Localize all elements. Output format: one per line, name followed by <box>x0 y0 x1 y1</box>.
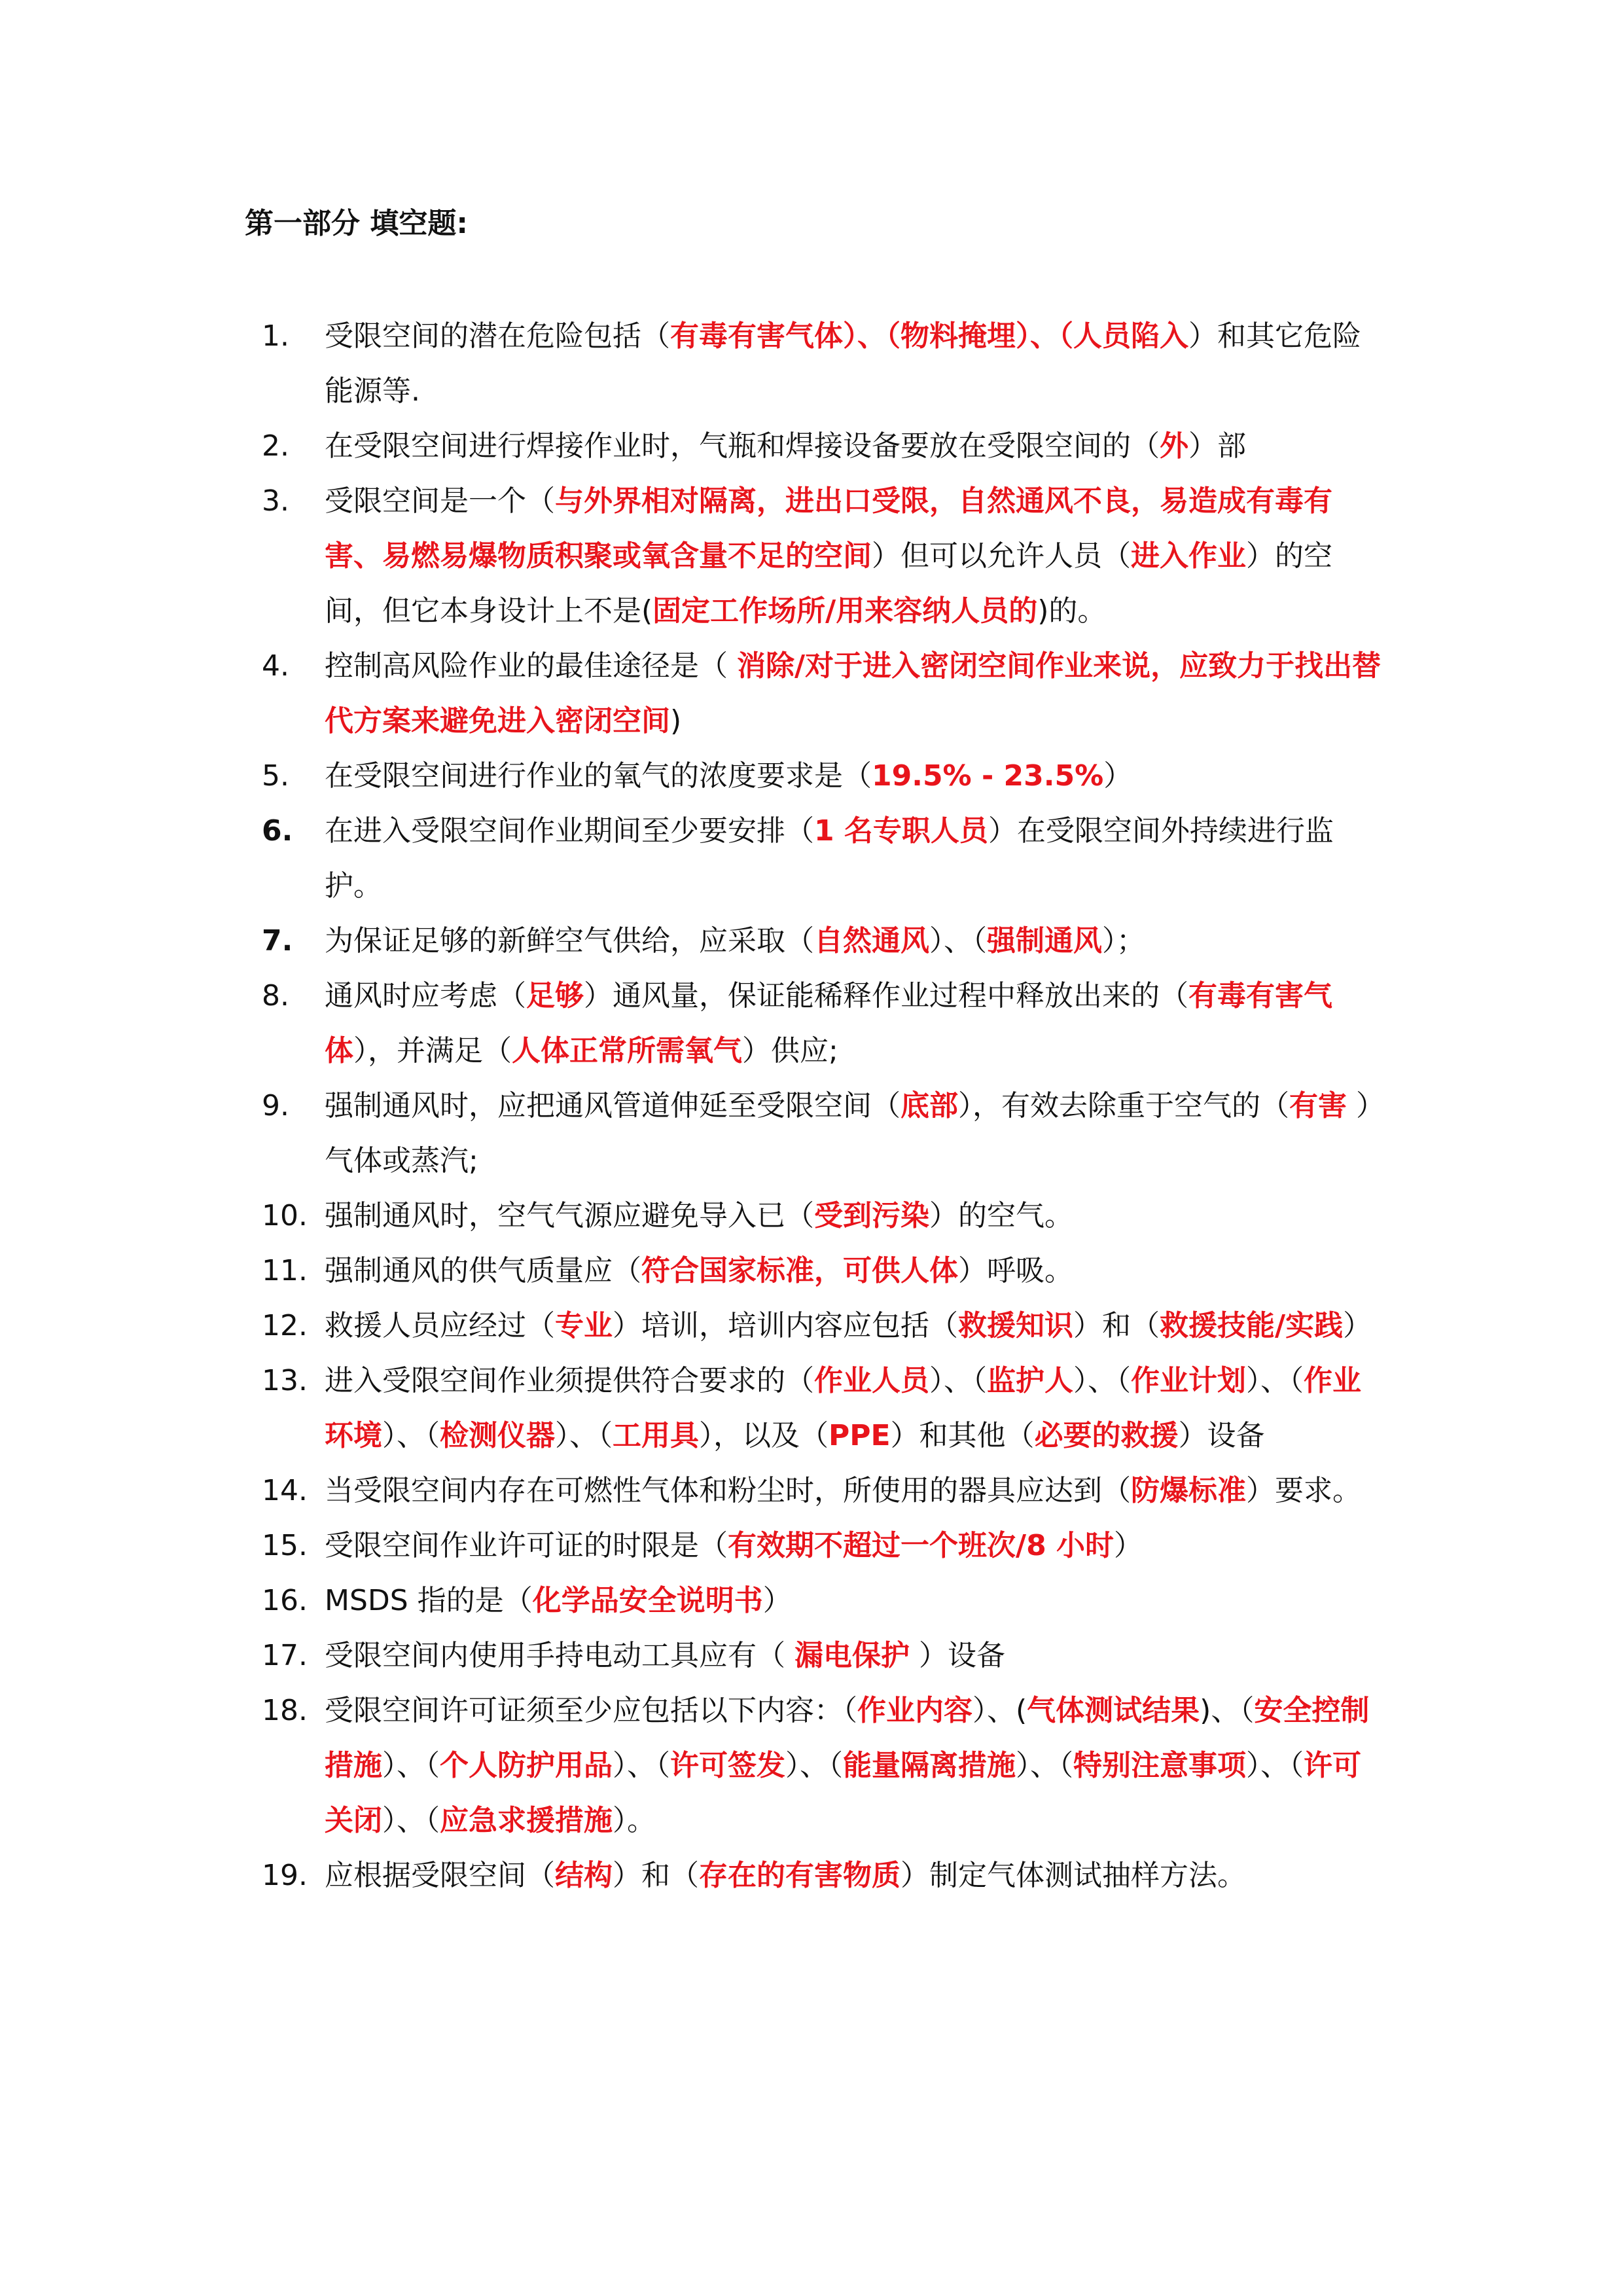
answer-blank: 进入作业 <box>1131 539 1246 573</box>
question-item <box>262 1628 1387 1683</box>
question-text <box>325 1573 1387 1628</box>
question-fragment: 进入受限空间作业须提供符合要求的（ <box>325 1364 814 1397</box>
question-fragment: 应根据受限空间（ <box>325 1859 555 1892</box>
answer-blank: 底部 <box>901 1089 958 1122</box>
question-fragment: 通风时应考虑（ <box>325 979 526 1013</box>
question-item <box>262 1463 1387 1518</box>
question-text <box>325 1244 1387 1299</box>
answer-blank: 足够 <box>526 979 584 1013</box>
question-fragment: )的。 <box>1037 594 1107 628</box>
question-item <box>262 969 1387 1079</box>
question-fragment: 救援人员应经过（ <box>325 1309 555 1342</box>
question-fragment: ）和其他（ <box>890 1419 1035 1452</box>
question-fragment: ）、（ <box>1073 1364 1131 1397</box>
answer-blank: 特别注意事项 <box>1073 1749 1246 1782</box>
answer-blank: 1 名专职人员 <box>814 814 988 848</box>
question-number: 3. <box>262 484 289 518</box>
question-fragment: ） <box>762 1584 792 1617</box>
answer-blank: 许可签发 <box>670 1749 785 1782</box>
question-item <box>262 1079 1387 1189</box>
section-title: 第一部分 填空题: <box>245 207 468 240</box>
question-item <box>262 474 1387 639</box>
question-fragment: 强制通风的供气质量应（ <box>325 1254 641 1287</box>
answer-blank: 作业内容 <box>857 1694 972 1727</box>
question-fragment: ） <box>1343 1309 1372 1342</box>
question-number: 7. <box>262 924 293 958</box>
answer-blank: 防爆标准 <box>1131 1474 1246 1507</box>
answer-blank: 作业计划 <box>1131 1364 1246 1397</box>
question-fragment: ）、（ <box>1016 1749 1073 1782</box>
question-fragment: 强制通风时，应把通风管道伸延至受限空间（ <box>325 1089 901 1122</box>
question-fragment: 受限空间作业许可证的时限是（ <box>325 1529 728 1562</box>
question-text <box>325 1463 1387 1518</box>
question-text <box>325 1354 1387 1463</box>
question-item <box>262 1299 1387 1354</box>
question-text <box>325 1299 1387 1354</box>
question-item <box>262 1354 1387 1463</box>
answer-blank: 漏电保护 <box>794 1639 910 1672</box>
question-fragment: ）培训，培训内容应包括（ <box>613 1309 958 1342</box>
answer-blank: 救援技能/实践 <box>1160 1309 1344 1342</box>
answer-blank: 有效期不超过一个班次/8 小时 <box>728 1529 1115 1562</box>
answer-blank: 自然通风 <box>814 924 929 958</box>
question-number: 6. <box>262 814 293 848</box>
question-text <box>325 1628 1387 1683</box>
question-number: 19. <box>262 1859 308 1892</box>
question-list <box>262 309 1387 1903</box>
answer-blank: 固定工作场所/用来容纳人员的 <box>652 594 1038 628</box>
question-text <box>325 1189 1387 1244</box>
answer-blank: 外 <box>1160 429 1188 463</box>
answer-blank: 作业人员 <box>814 1364 929 1397</box>
question-fragment: 当受限空间内存在可燃性气体和粉尘时，所使用的器具应达到（ <box>325 1474 1131 1507</box>
question-fragment: 在进入受限空间作业期间至少要安排（ <box>325 814 814 848</box>
question-fragment: 受限空间内使用手持电动工具应有（ <box>325 1639 794 1672</box>
answer-blank: 受到污染 <box>814 1199 929 1232</box>
answer-blank: 专业 <box>555 1309 613 1342</box>
question-number: 8. <box>262 979 289 1013</box>
answer-blank: 符合国家标准，可供人体 <box>641 1254 958 1287</box>
question-text <box>325 474 1387 639</box>
question-fragment: ），有效去除重于空气的（ <box>958 1089 1289 1122</box>
question-fragment: ）、（ <box>929 1364 987 1397</box>
answer-blank: 消除/对于进入密闭空间作业来说，应致力于找出替代方案来避免进入密闭空间 <box>325 649 1382 738</box>
question-fragment: ） <box>1103 759 1133 793</box>
question-fragment: ）； <box>1102 924 1145 958</box>
answer-blank: PPE <box>829 1419 891 1452</box>
question-fragment: ）、（ <box>613 1749 670 1782</box>
question-fragment: ）设备 <box>910 1639 1005 1672</box>
answer-blank: 有害 <box>1289 1089 1347 1122</box>
question-fragment: ）、（ <box>382 1419 440 1452</box>
question-text <box>325 1848 1387 1903</box>
question-number: 14. <box>262 1474 308 1507</box>
answer-blank: 有毒有害气体 <box>325 979 1332 1067</box>
question-fragment: 强制通风时，空气气源应避免导入已（ <box>325 1199 814 1232</box>
question-text <box>325 749 1387 804</box>
question-text <box>325 1518 1387 1573</box>
question-number: 17. <box>262 1639 308 1672</box>
question-number: 18. <box>262 1694 308 1727</box>
question-fragment: ）在受限空间外持续进行监护。 <box>325 814 1334 903</box>
question-number: 15. <box>262 1529 308 1562</box>
answer-blank: 结构 <box>555 1859 613 1892</box>
question-fragment: ）、( <box>972 1694 1027 1727</box>
answer-blank: 气体测试结果 <box>1027 1694 1200 1727</box>
question-fragment: ）的空气。 <box>929 1199 1073 1232</box>
question-item <box>262 1518 1387 1573</box>
question-fragment: MSDS 指的是（ <box>325 1584 533 1617</box>
question-fragment: ）、（ <box>785 1749 843 1782</box>
question-fragment: ）供应; <box>742 1034 838 1067</box>
question-fragment: ）制定气体测试抽样方法。 <box>901 1859 1246 1892</box>
question-item <box>262 1573 1387 1628</box>
answer-blank: 必要的救援 <box>1034 1419 1179 1452</box>
question-fragment: ）和（ <box>613 1859 699 1892</box>
question-fragment: ）。 <box>613 1804 656 1837</box>
answer-blank: 19.5% - 23.5% <box>872 759 1104 793</box>
question-number: 9. <box>262 1089 289 1122</box>
question-fragment: ）、（ <box>1246 1364 1304 1397</box>
answer-blank: 工用具 <box>613 1419 699 1452</box>
question-fragment: ）气体或蒸汽; <box>325 1089 1385 1177</box>
question-text <box>325 1079 1387 1189</box>
question-fragment: ) <box>670 704 682 738</box>
question-fragment: 控制高风险作业的最佳途径是（ <box>325 649 737 683</box>
question-number: 11. <box>262 1254 308 1287</box>
question-text <box>325 419 1387 474</box>
question-number: 5. <box>262 759 289 793</box>
question-text <box>325 804 1387 914</box>
answer-blank: 检测仪器 <box>440 1419 555 1452</box>
question-fragment: ）和（ <box>1073 1309 1160 1342</box>
question-fragment: 在受限空间进行焊接作业时，气瓶和焊接设备要放在受限空间的（ <box>325 429 1160 463</box>
question-fragment: ）、（ <box>555 1419 613 1452</box>
question-fragment: ）通风量，保证能稀释作业过程中释放出来的（ <box>584 979 1188 1013</box>
question-number: 10. <box>262 1199 308 1232</box>
question-item <box>262 1244 1387 1299</box>
question-fragment: ），以及（ <box>699 1419 829 1452</box>
question-text <box>325 309 1387 419</box>
question-text <box>325 639 1387 749</box>
question-item <box>262 639 1387 749</box>
question-fragment: ）部 <box>1188 429 1246 463</box>
question-number: 13. <box>262 1364 308 1397</box>
question-fragment: ）、（ <box>929 924 987 958</box>
question-fragment: ）和其它危险能源等. <box>325 319 1361 408</box>
answer-blank: 监护人 <box>987 1364 1073 1397</box>
answer-blank: 人体正常所需氧气 <box>512 1034 742 1067</box>
question-fragment: 受限空间许可证须至少应包括以下内容：（ <box>325 1694 857 1727</box>
question-number: 12. <box>262 1309 308 1342</box>
answer-blank: 化学品安全说明书 <box>532 1584 763 1617</box>
question-text <box>325 914 1387 969</box>
question-text <box>325 1683 1387 1848</box>
answer-blank: 救援知识 <box>958 1309 1073 1342</box>
question-item <box>262 419 1387 474</box>
question-item <box>262 309 1387 419</box>
answer-blank: 与外界相对隔离，进出口受限，自然通风不良，易造成有毒有害、易燃易爆物质积聚或氧含量不足的空间 <box>325 484 1332 573</box>
question-item <box>262 1683 1387 1848</box>
question-fragment: ）、（ <box>382 1749 440 1782</box>
answer-blank: 能量隔离措施 <box>843 1749 1016 1782</box>
answer-blank: 安全控制措施 <box>325 1694 1370 1782</box>
answer-blank: 强制通风 <box>987 924 1102 958</box>
question-item <box>262 749 1387 804</box>
answer-blank: 个人防护用品 <box>440 1749 613 1782</box>
question-item <box>262 914 1387 969</box>
answer-blank: 应急求援措施 <box>440 1804 613 1837</box>
answer-blank: 有毒有害气体）、（物料掩埋）、（人员陷入 <box>670 319 1188 353</box>
question-fragment: )、（ <box>1200 1694 1255 1727</box>
answer-blank: 作业环境 <box>325 1364 1361 1452</box>
question-number: 1. <box>262 319 289 353</box>
question-number: 2. <box>262 429 289 463</box>
question-fragment: ）呼吸。 <box>958 1254 1073 1287</box>
question-fragment: ）但可以允许人员（ <box>872 539 1131 573</box>
answer-blank: 存在的有害物质 <box>699 1859 901 1892</box>
question-fragment: ）要求。 <box>1246 1474 1361 1507</box>
question-fragment: ） <box>1114 1529 1143 1562</box>
question-number: 4. <box>262 649 289 683</box>
question-fragment: 受限空间是一个（ <box>325 484 555 518</box>
question-fragment: ），并满足（ <box>353 1034 512 1067</box>
question-item <box>262 1189 1387 1244</box>
question-number: 16. <box>262 1584 308 1617</box>
question-fragment: ）设备 <box>1178 1419 1265 1452</box>
question-text <box>325 969 1387 1079</box>
question-item <box>262 804 1387 914</box>
answer-blank: 许可关闭 <box>325 1749 1361 1837</box>
question-fragment: 为保证足够的新鲜空气供给，应采取（ <box>325 924 814 958</box>
question-fragment: ）、（ <box>382 1804 440 1837</box>
question-fragment: ）的空间，但它本身设计上不是( <box>325 539 1332 628</box>
question-fragment: 受限空间的潜在危险包括（ <box>325 319 670 353</box>
question-item <box>262 1848 1387 1903</box>
question-fragment: 在受限空间进行作业的氧气的浓度要求是（ <box>325 759 872 793</box>
question-fragment: ）、（ <box>1246 1749 1304 1782</box>
